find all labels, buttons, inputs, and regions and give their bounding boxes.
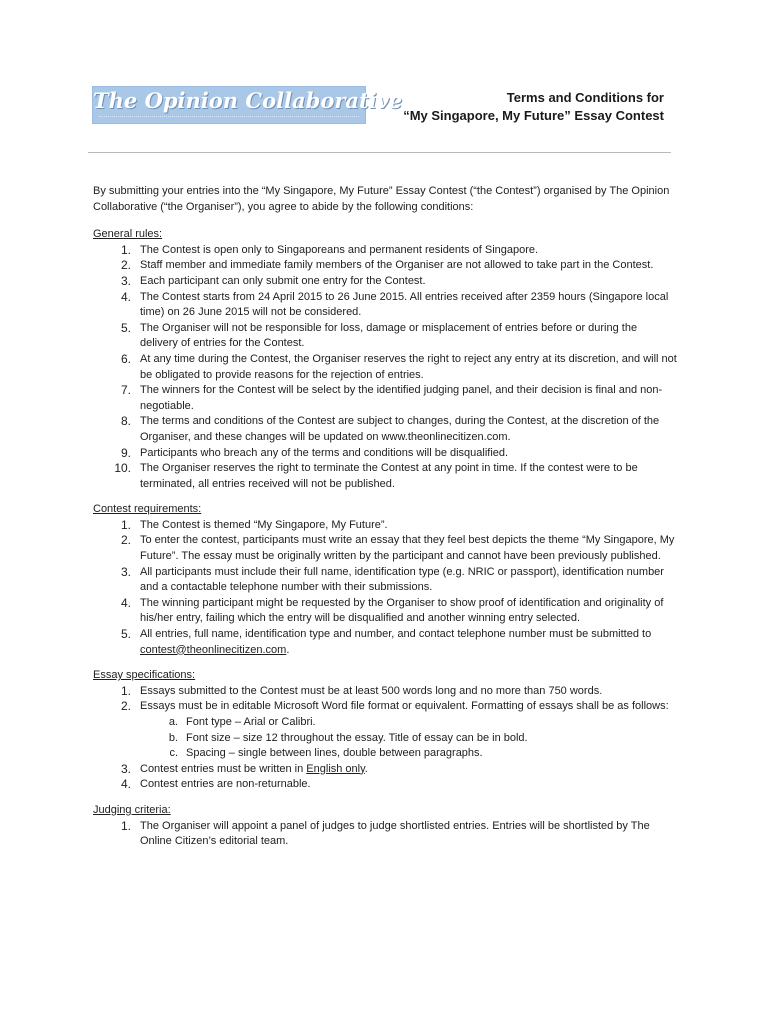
list-item	[93, 352, 677, 383]
item-text: The Contest is open only to Singaporeans and permanent residents of Singapore.	[140, 243, 539, 256]
item-number: 7.	[120, 383, 131, 398]
item-number: 3.	[120, 564, 131, 579]
item-text: All participants must include their full name, identification type (e.g. NRIC or passport), identification number and a contactable telephone number with their submissions.	[140, 565, 664, 594]
item-text: Staff member and immediate family members of the Organiser are not allowed to take part in the Contest.	[140, 259, 654, 272]
list-item	[93, 819, 677, 850]
item-text: To enter the contest, participants must write an essay that they feel best depicts the theme “My Singapore, My Future”. The essay must be originally written by the participant and cannot have been previously published.	[140, 534, 675, 563]
item-number: 4.	[120, 595, 131, 610]
item-text: The winning participant might be requested by the Organiser to show proof of identification and originality of his/her entry, failing which the entry will be disqualified and another winning entry selected.	[140, 596, 664, 625]
list-item	[93, 762, 677, 778]
item-number: 10.	[114, 461, 131, 476]
section-heading: Essay specifications:	[93, 669, 196, 682]
item-text: Essays submitted to the Contest must be at least 500 words long and no more than 750 words.	[140, 684, 603, 697]
contest-email-link[interactable]: contest@theonlinecitizen.com	[140, 643, 287, 656]
list-item	[93, 565, 677, 596]
english-only-emphasis: English only	[306, 762, 365, 775]
title-line-2: “My Singapore, My Future” Essay Contest	[403, 108, 664, 123]
item-text: The terms and conditions of the Contest are subject to changes, during the Contest, at the discretion of the Organiser, and these changes will be updated on www.theonlinecitizen.com.	[140, 415, 660, 443]
list-item	[93, 414, 677, 445]
item-text: The Contest starts from 24 April 2015 to 26 June 2015. All entries received after 2359 hours (Singapore local time) on 26 June 2015 will not be considered.	[140, 290, 669, 319]
header-divider	[88, 152, 671, 153]
sublist-item	[93, 731, 677, 747]
item-number: 3.	[120, 273, 131, 288]
organiser-logo	[92, 86, 403, 124]
intro-paragraph: By submitting your entries into the “My Singapore, My Future” Essay Contest (“the Contest”) organised by The Opinion Collaborative (“the Organiser”), you agree to abide by the following conditions:	[93, 185, 670, 213]
item-number: 6.	[120, 351, 131, 366]
item-number: 4.	[120, 777, 131, 792]
general-rules-section	[93, 227, 677, 492]
list-item	[93, 627, 677, 658]
logo-decoration	[99, 116, 359, 121]
item-text: Contest entries must be written in	[140, 762, 307, 775]
item-number: 5.	[120, 627, 131, 642]
formatting-sublist	[140, 715, 677, 762]
sublist-item	[93, 746, 677, 762]
logo-text: The Opinion Collaborative	[93, 88, 403, 113]
subitem-letter: b.	[168, 731, 178, 744]
item-text: All entries, full name, identification type and number, and contact telephone number must be submitted to	[140, 628, 652, 641]
document-body	[93, 184, 677, 860]
list-item	[93, 684, 677, 700]
item-text-end: .	[364, 762, 368, 775]
subitem-letter: a.	[168, 716, 178, 728]
list-item	[93, 461, 677, 492]
subitem-text: Font type – Arial or Calibri.	[186, 716, 316, 728]
item-number: 4.	[120, 289, 131, 304]
item-text: Essays must be in editable Microsoft Word file format or equivalent. Formatting of essays shall be as follows:	[140, 700, 669, 713]
section-heading: General rules:	[93, 228, 163, 241]
item-number: 1.	[120, 517, 131, 532]
list-item	[93, 383, 677, 414]
general-rules-list	[93, 243, 677, 493]
list-item	[93, 699, 677, 761]
contest-requirements-section	[93, 502, 677, 658]
list-item	[93, 533, 677, 564]
requirements-list	[93, 518, 677, 658]
item-text: The winners for the Contest will be select by the identified judging panel, and their decision is final and non-negotiable.	[140, 384, 663, 412]
item-number: 1.	[120, 683, 131, 698]
list-item	[93, 290, 677, 321]
list-item	[93, 777, 677, 793]
section-heading: Contest requirements:	[93, 503, 202, 516]
list-item	[93, 596, 677, 627]
list-item	[93, 446, 677, 462]
item-number: 1.	[120, 242, 131, 257]
title-line-1: Terms and Conditions for	[506, 90, 664, 105]
item-number: 8.	[120, 414, 131, 429]
item-text: Participants who breach any of the terms and conditions will be disqualified.	[140, 446, 509, 459]
judging-list	[93, 819, 677, 850]
judging-criteria-section	[93, 803, 677, 850]
list-item	[93, 243, 677, 259]
item-number: 2.	[120, 533, 131, 548]
list-item	[93, 518, 677, 534]
item-text: Each participant can only submit one entry for the Contest.	[140, 274, 426, 287]
item-text-end: .	[286, 643, 290, 656]
list-item	[93, 274, 677, 290]
item-number: 3.	[120, 761, 131, 776]
subitem-text: Spacing – single between lines, double between paragraphs.	[186, 747, 483, 760]
item-text: At any time during the Contest, the Organiser reserves the right to reject any entry at its discretion, and will not be obligated to provide reasons for the rejection of entries.	[140, 352, 677, 381]
item-number: 1.	[120, 818, 131, 833]
item-number: 9.	[120, 445, 131, 460]
document-title	[403, 89, 664, 125]
essay-specifications-section	[93, 668, 677, 793]
sublist-item	[93, 715, 677, 731]
list-item	[93, 321, 677, 352]
item-number: 2.	[120, 258, 131, 273]
item-text: The Organiser will not be responsible for loss, damage or misplacement of entries before or during the delivery of entries for the Contest.	[140, 321, 638, 350]
essay-spec-list	[93, 684, 677, 793]
subitem-letter: c.	[169, 747, 178, 760]
subitem-text: Font size – size 12 throughout the essay. Title of essay can be in bold.	[186, 731, 528, 744]
item-number: 5.	[120, 320, 131, 335]
item-text: The Organiser reserves the right to terminate the Contest at any point in time. If the contest were to be terminated, all entries received will not be published.	[140, 462, 638, 490]
item-number: 2.	[120, 699, 131, 714]
item-text: The Contest is themed “My Singapore, My Future”.	[140, 518, 388, 531]
item-text: Contest entries are non-returnable.	[140, 778, 311, 791]
item-text: The Organiser will appoint a panel of judges to judge shortlisted entries. Entries will be shortlisted by The Online Citizen’s editorial team.	[140, 819, 650, 848]
list-item	[93, 258, 677, 274]
section-heading: Judging criteria:	[93, 803, 171, 816]
